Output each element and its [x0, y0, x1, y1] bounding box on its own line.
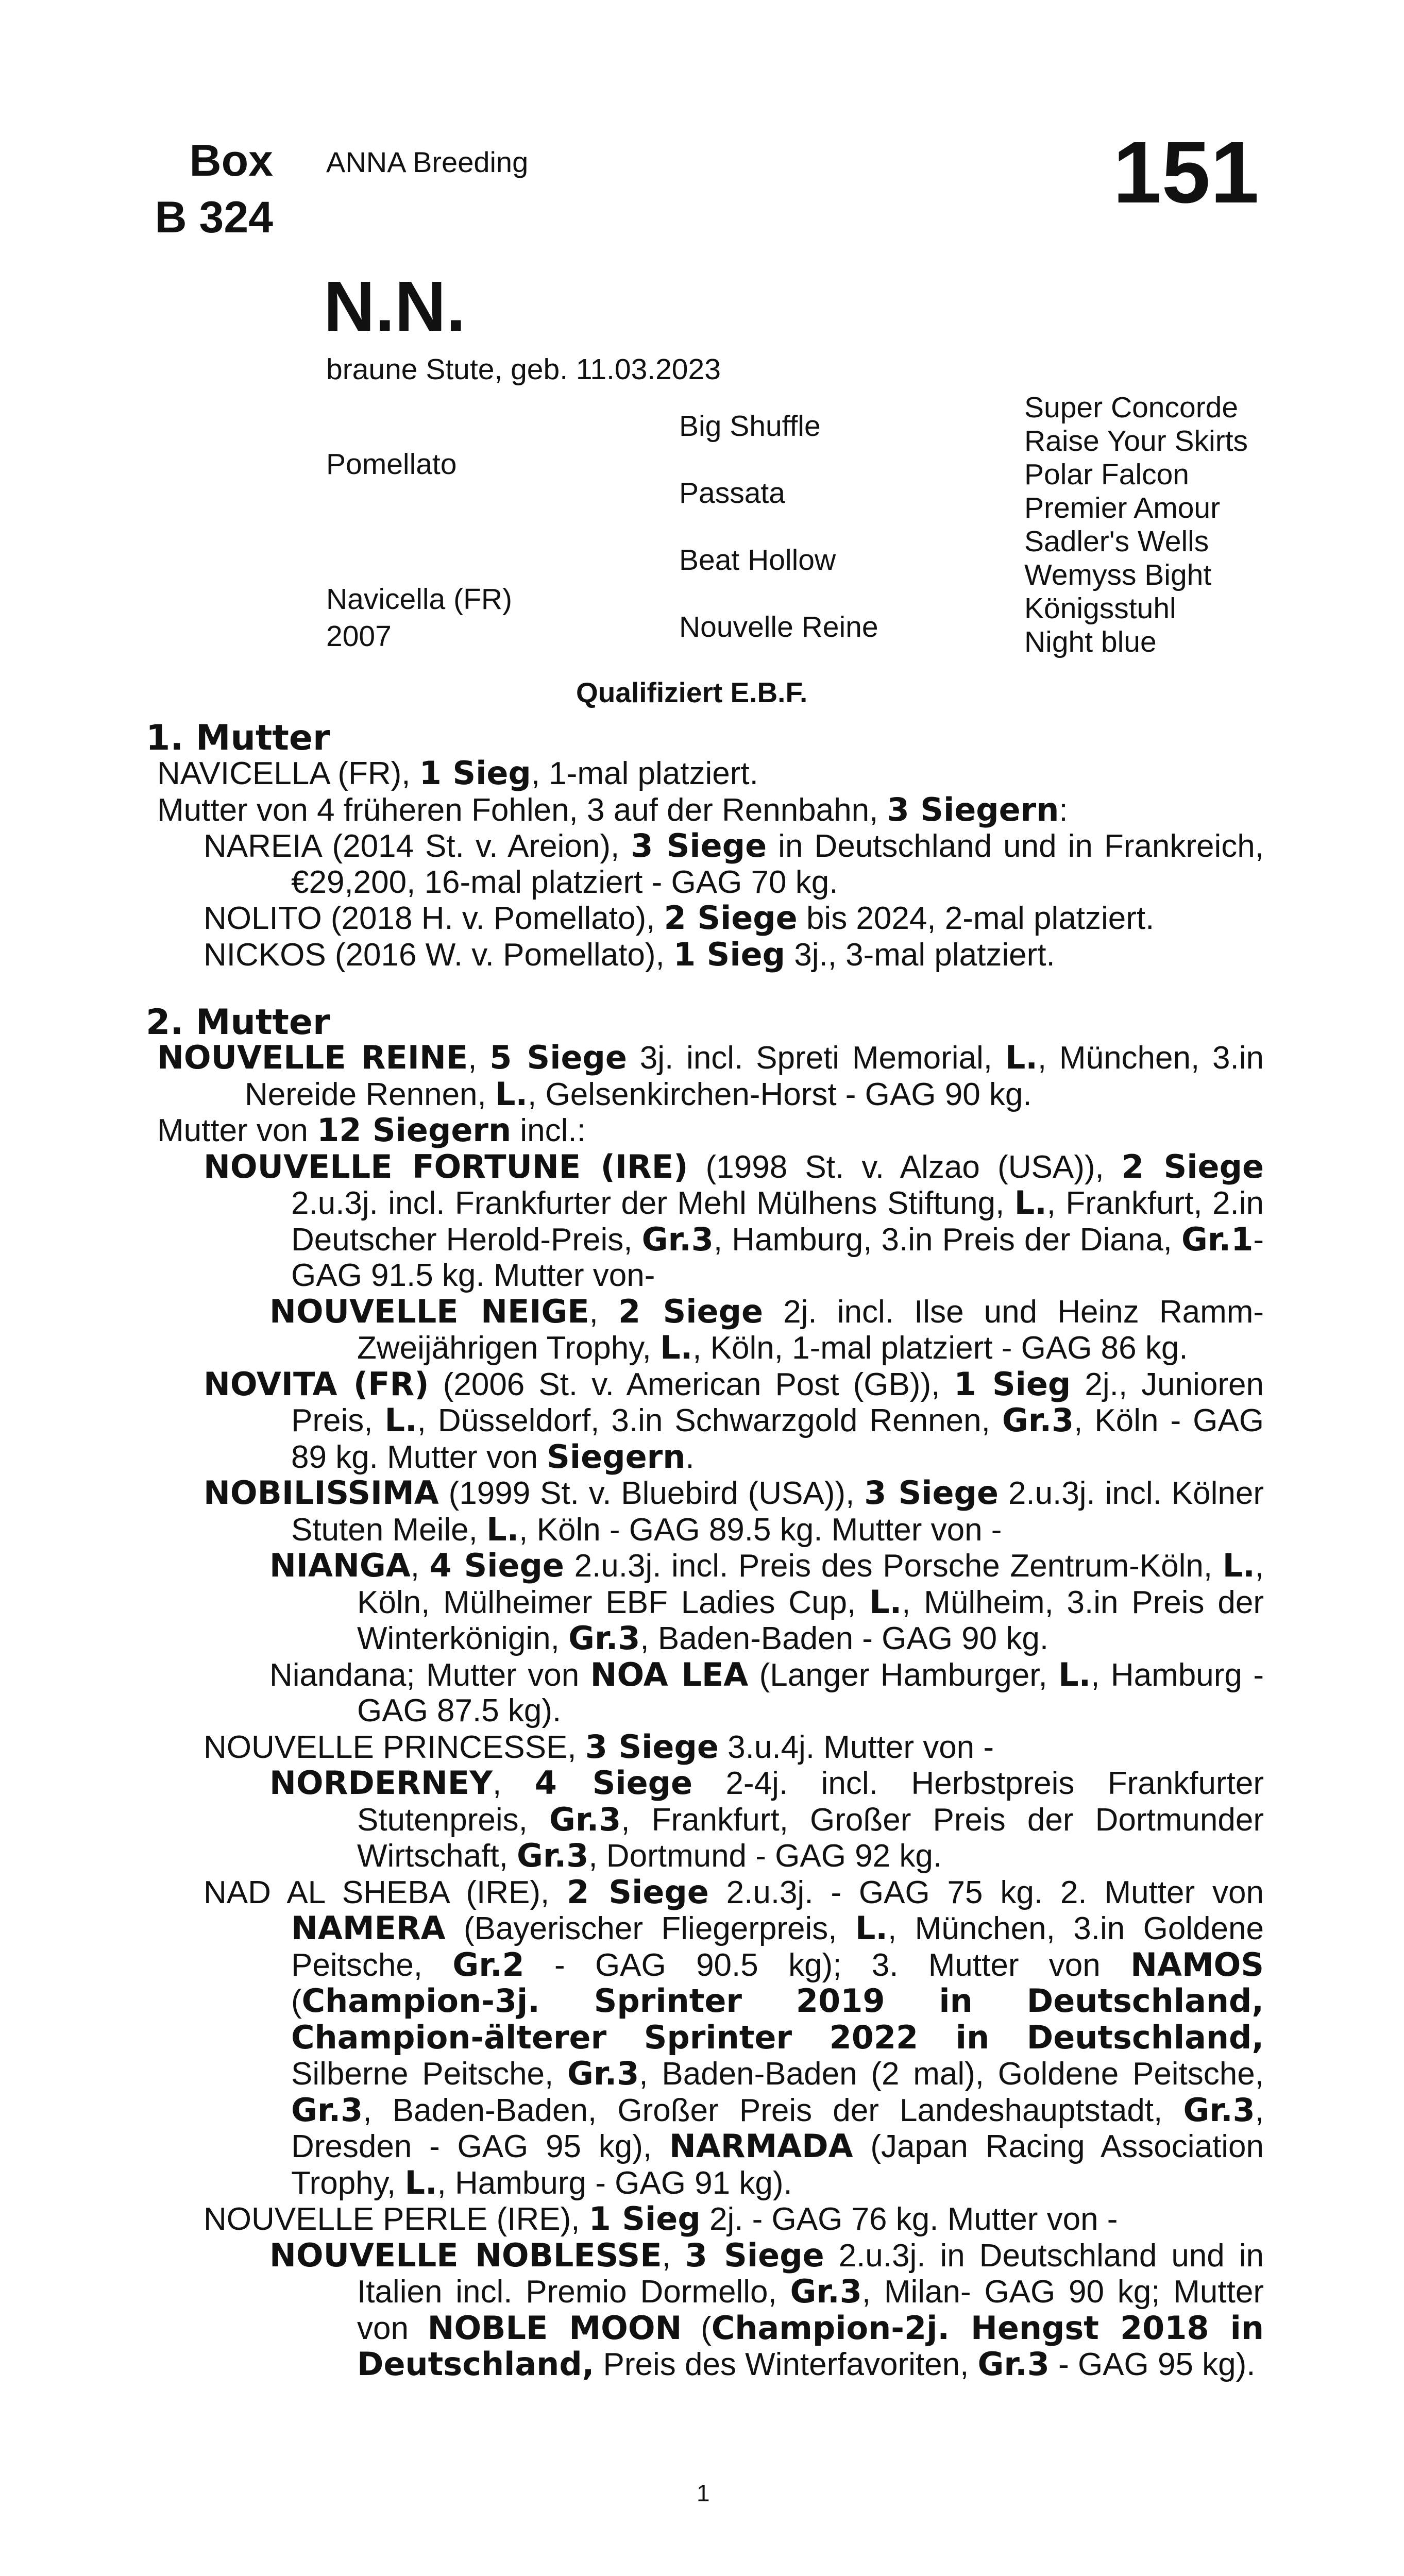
descendant-entry: NIANGA, 4 Siege 2.u.3j. incl. Preis des Porsche Zentrum-Köln, L., Köln, Mülheimer EBF Ladies Cup, L., Mülheim, 3.in Preis der Winterkönigin, Gr.3, Baden-Baden - GAG 90 kg.: [269, 1547, 1264, 1657]
pedigree-dam-year: 2007: [326, 620, 392, 653]
pedigree-grandparent: Big Shuffle: [679, 410, 821, 443]
pedigree-dam: Navicella (FR): [326, 583, 513, 616]
box-label: Box: [189, 136, 273, 185]
descendant-entry: NOUVELLE NOBLESSE, 3 Siege 2.u.3j. in Deutschland und in Italien incl. Premio Dormello, Gr.3, Milan- GAG 90 kg; Mutter von NOBLE MOON (Champion-2j. Hengst 2018 in Deutschland, Preis des Winterfavoriten, Gr.3 - GAG 95 kg).: [269, 2236, 1264, 2383]
offspring-entry: NOLITO (2018 H. v. Pomellato), 2 Siege bis 2024, 2-mal platziert.: [204, 899, 1155, 937]
offspring-entry: NAD AL SHEBA (IRE), 2 Siege 2.u.3j. - GAG 75 kg. 2. Mutter von NAMERA (Bayerischer Fliegerpreis, L., München, 3.in Goldene Peitsche, Gr.2 - GAG 90.5 kg); 3. Mutter von NAMOS (Champion-3j. Sprinter 2019 in Deutschland, Champion-älterer Sprinter 2022 in Deutschland, Silberne Peitsche, Gr.3, Baden-Baden (2 mal), Goldene Peitsche, Gr.3, Baden-Baden, Großer Preis der Landeshauptstadt, Gr.3, Dresden - GAG 95 kg), NARMADA (Japan Racing Association Trophy, L., Hamburg - GAG 91 kg).: [204, 1873, 1264, 2201]
offspring-entry: NOBILISSIMA (1999 St. v. Bluebird (USA)), 3 Siege 2.u.3j. incl. Kölner Stuten Meile, L., Köln - GAG 89.5 kg. Mutter von -: [204, 1474, 1264, 1548]
dam-summary-line: NAVICELLA (FR), 1 Sieg, 1-mal platziert.: [157, 754, 758, 792]
page-number: 1: [697, 2480, 710, 2506]
dam-summary-line: Mutter von 12 Siegern incl.:: [157, 1111, 586, 1149]
pedigree-great-grandparent: Night blue: [1024, 625, 1157, 658]
pedigree-great-grandparent: Premier Amour: [1024, 492, 1221, 524]
qualification-note: Qualifiziert E.B.F.: [576, 676, 808, 708]
horse-name: N.N.: [324, 267, 466, 346]
descendant-entry: NORDERNEY, 4 Siege 2-4j. incl. Herbstpreis Frankfurter Stutenpreis, Gr.3, Frankfurt, Großer Preis der Dortmunder Wirtschaft, Gr.3, Dortmund - GAG 92 kg.: [269, 1764, 1264, 1874]
pedigree-great-grandparent: Sadler's Wells: [1024, 525, 1209, 558]
pedigree-great-grandparent: Königsstuhl: [1024, 592, 1176, 625]
offspring-entry: NICKOS (2016 W. v. Pomellato), 1 Sieg 3j., 3-mal platziert.: [204, 935, 1055, 973]
offspring-entry: NOVITA (FR) (2006 St. v. American Post (GB)), 1 Sieg 2j., Junioren Preis, L., Düsseldorf, 3.in Schwarzgold Rennen, Gr.3, Köln - GAG 89 kg. Mutter von Siegern.: [204, 1365, 1264, 1476]
offspring-entry: NOUVELLE FORTUNE (IRE) (1998 St. v. Alzao (USA)), 2 Siege 2.u.3j. incl. Frankfurter der Mehl Mülhens Stiftung, L., Frankfurt, 2.in Deutscher Herold-Preis, Gr.3, Hamburg, 3.in Preis der Diana, Gr.1-GAG 91.5 kg. Mutter von-: [204, 1147, 1264, 1293]
first-dam-section: [146, 755, 1264, 973]
descendant-entry: Niandana; Mutter von NOA LEA (Langer Hamburger, L., Hamburg - GAG 87.5 kg).: [269, 1655, 1264, 1728]
lot-number: 151: [1113, 124, 1259, 222]
first-dam-title: 1. Mutter: [146, 718, 330, 758]
box-number: B 324: [155, 193, 273, 242]
dam-summary-line: Mutter von 4 früheren Fohlen, 3 auf der Rennbahn, 3 Siegern:: [157, 790, 1068, 828]
pedigree-grandparent: Nouvelle Reine: [679, 611, 878, 643]
dam-summary-line: NOUVELLE REINE, 5 Siege 3j. incl. Spreti Memorial, L., München, 3.in Nereide Rennen, L., Gelsenkirchen-Horst - GAG 90 kg.: [157, 1039, 1264, 1113]
horse-description: braune Stute, geb. 11.03.2023: [326, 353, 721, 386]
pedigree-sire: Pomellato: [326, 448, 457, 481]
breeder-name: ANNA Breeding: [326, 146, 529, 178]
pedigree-great-grandparent: Polar Falcon: [1024, 458, 1189, 491]
pedigree-great-grandparent: Raise Your Skirts: [1024, 425, 1248, 457]
pedigree-great-grandparent: Super Concorde: [1024, 391, 1239, 424]
descendant-entry: NOUVELLE NEIGE, 2 Siege 2j. incl. Ilse und Heinz Ramm-Zweijährigen Trophy, L., Köln, 1-mal platziert - GAG 86 kg.: [269, 1292, 1264, 1366]
pedigree-great-grandparent: Wemyss Bight: [1024, 558, 1212, 591]
offspring-entry: NAREIA (2014 St. v. Areion), 3 Siege in Deutschland und in Frankreich, €29,200, 16-mal platziert - GAG 70 kg.: [204, 827, 1264, 900]
offspring-entry: NOUVELLE PERLE (IRE), 1 Sieg 2j. - GAG 76 kg. Mutter von -: [204, 2200, 1118, 2238]
second-dam-title: 2. Mutter: [146, 1002, 330, 1043]
second-dam-section: [146, 1040, 1264, 2383]
pedigree-grandparent: Beat Hollow: [679, 544, 836, 577]
offspring-entry: NOUVELLE PRINCESSE, 3 Siege 3.u.4j. Mutter von -: [204, 1727, 994, 1766]
pedigree-grandparent: Passata: [679, 477, 785, 510]
